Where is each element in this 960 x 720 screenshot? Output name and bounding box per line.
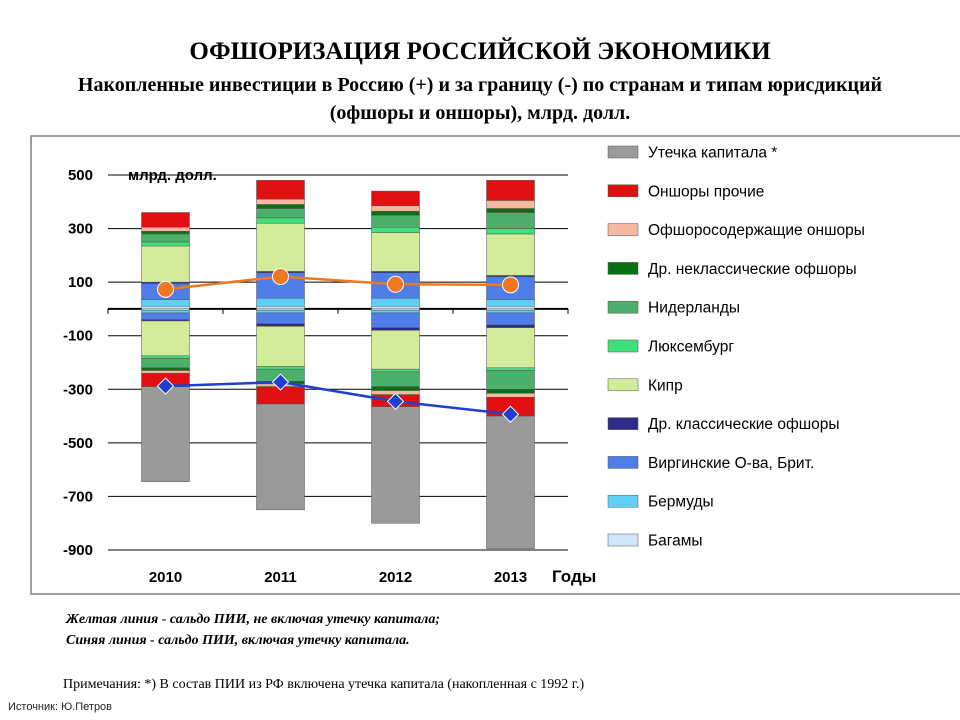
bar-нидерланды-2012-neg xyxy=(372,372,420,387)
notes xyxy=(66,609,440,651)
legend-swatch-утечка-капитала xyxy=(608,146,638,158)
legend-swatch-кипр xyxy=(608,379,638,391)
bar-оншоры-прочие-2011 xyxy=(257,180,305,199)
bar-бермуды-2012-neg xyxy=(372,310,420,313)
bar-виргинские-о-ва-брит-2010-neg xyxy=(142,313,190,320)
bar-офшоросодержащие-оншоры-2010-neg xyxy=(142,371,190,374)
bar-оншоры-прочие-2010 xyxy=(142,213,190,228)
legend-label-нидерланды: Нидерланды xyxy=(648,299,741,317)
bar-виргинские-о-ва-брит-2011-neg xyxy=(257,313,305,324)
bar-люксембург-2011-neg xyxy=(257,367,305,370)
unit-label: млрд. долл. xyxy=(128,167,217,184)
x-tick-label-2013: 2013 xyxy=(493,569,528,586)
bar-др-неклассические-офшоры-2012-neg xyxy=(372,387,420,391)
bar-люксембург-2012-neg xyxy=(372,369,420,372)
bar-оншоры-прочие-2012 xyxy=(372,191,420,206)
legend-swatch-др-неклассические-офшоры xyxy=(608,262,638,274)
bar-нидерланды-2010 xyxy=(142,234,190,242)
bar-кипр-2011 xyxy=(257,223,305,271)
bar-нидерланды-2013-neg xyxy=(487,371,535,390)
legend-label-др-классические-офшоры: Др. классические офшоры xyxy=(648,416,840,434)
x-tick-label-2010: 2010 xyxy=(148,569,183,586)
bar-офшоросодержащие-оншоры-2010 xyxy=(142,227,190,231)
bar-бермуды-2013 xyxy=(487,300,535,307)
chart-frame xyxy=(30,135,960,595)
legend-label-оншоры-прочие: Оншоры прочие xyxy=(648,183,765,201)
y-tick-label: -100 xyxy=(62,327,93,345)
x-axis-label: Годы xyxy=(552,567,597,586)
bar-люксембург-2010 xyxy=(142,242,190,246)
bar-багамы-2012 xyxy=(372,306,420,309)
legend-label-бермуды: Бермуды xyxy=(648,493,714,511)
point-желтая-линия-2013 xyxy=(503,277,519,293)
bar-др-неклассические-офшоры-2013-neg xyxy=(487,389,535,393)
legend-label-утечка-капитала: Утечка капитала * xyxy=(648,144,778,162)
bar-офшоросодержащие-оншоры-2013-neg xyxy=(487,393,535,397)
bar-люксембург-2013 xyxy=(487,229,535,234)
legend-swatch-нидерланды xyxy=(608,301,638,313)
bar-др-классические-офшоры-2011-neg xyxy=(257,324,305,327)
bar-багамы-2013 xyxy=(487,306,535,309)
bar-багамы-2010 xyxy=(142,306,190,309)
bar-др-классические-офшоры-2013-neg xyxy=(487,325,535,328)
bar-кипр-2013-neg xyxy=(487,328,535,368)
bar-офшоросодержащие-оншоры-2012 xyxy=(372,206,420,211)
legend-label-багамы: Багамы xyxy=(648,532,703,550)
bar-утечка-капитала-2010-neg xyxy=(142,387,190,482)
bar-кипр-2013 xyxy=(487,234,535,276)
x-tick-label-2012: 2012 xyxy=(378,569,413,586)
legend-swatch-бермуды xyxy=(608,495,638,507)
y-tick-label: -500 xyxy=(62,434,93,452)
note-blue-line: Синяя линия - сальдо ПИИ, включая утечку капитала. xyxy=(66,633,410,648)
note-yellow-line: Желтая линия - сальдо ПИИ, не включая утечку капитала; xyxy=(66,612,441,627)
bar-др-неклассические-офшоры-2013 xyxy=(487,208,535,212)
x-tick-label-2011: 2011 xyxy=(264,569,297,586)
legend-swatch-багамы xyxy=(608,534,638,546)
bar-багамы-2011 xyxy=(257,306,305,309)
bar-виргинские-о-ва-брит-2012-neg xyxy=(372,313,420,328)
bar-кипр-2010-neg xyxy=(142,321,190,356)
bar-бермуды-2011 xyxy=(257,298,305,306)
bar-люксембург-2011 xyxy=(257,218,305,223)
bar-оншоры-прочие-2013 xyxy=(487,180,535,200)
bar-др-неклассические-офшоры-2010-neg xyxy=(142,368,190,371)
legend-swatch-люксембург xyxy=(608,340,638,352)
bar-кипр-2011-neg xyxy=(257,326,305,366)
bar-кипр-2012-neg xyxy=(372,330,420,369)
legend-label-офшоросодержащие-оншоры: Офшоросодержащие оншоры xyxy=(648,222,865,240)
bar-утечка-капитала-2012-neg xyxy=(372,407,420,524)
legend-label-др-неклассические-офшоры: Др. неклассические офшоры xyxy=(648,260,857,278)
bar-офшоросодержащие-оншоры-2011 xyxy=(257,199,305,204)
legend-swatch-офшоросодержащие-оншоры xyxy=(608,224,638,236)
y-tick-label: -300 xyxy=(62,381,93,399)
bar-люксембург-2013-neg xyxy=(487,368,535,371)
y-tick-label: 100 xyxy=(67,274,93,292)
bar-люксембург-2012 xyxy=(372,227,420,232)
legend-label-кипр: Кипр xyxy=(648,377,683,395)
bar-др-классические-офшоры-2012-neg xyxy=(372,328,420,331)
footnote: Примечания: *) В состав ПИИ из РФ включена утечка капитала (накопленная с 1992 г.) xyxy=(63,677,585,692)
point-желтая-линия-2012 xyxy=(388,276,404,292)
y-tick-label: 500 xyxy=(67,167,93,184)
bar-утечка-капитала-2013-neg xyxy=(487,416,535,549)
bar-люксембург-2010-neg xyxy=(142,356,190,359)
bar-нидерланды-2010-neg xyxy=(142,358,190,367)
bar-др-неклассические-офшоры-2011 xyxy=(257,204,305,208)
legend-label-люксембург: Люксембург xyxy=(648,338,734,356)
point-желтая-линия-2011 xyxy=(273,269,289,285)
bar-нидерланды-2012 xyxy=(372,215,420,227)
bar-бермуды-2013-neg xyxy=(487,310,535,313)
bar-бермуды-2010 xyxy=(142,300,190,307)
bar-кипр-2012 xyxy=(372,233,420,272)
source: Источник: Ю.Петров xyxy=(8,701,113,713)
legend-swatch-др-классические-офшоры xyxy=(608,418,638,430)
legend-swatch-виргинские-о-ва-брит xyxy=(608,456,638,468)
bar-др-неклассические-офшоры-2012 xyxy=(372,211,420,215)
point-желтая-линия-2010 xyxy=(158,281,174,297)
legend-label-виргинские-о-ва-брит: Виргинские О-ва, Брит. xyxy=(648,454,815,472)
bar-нидерланды-2013 xyxy=(487,213,535,229)
bar-офшоросодержащие-оншоры-2013 xyxy=(487,200,535,208)
bar-бермуды-2011-neg xyxy=(257,310,305,313)
y-tick-label: 300 xyxy=(67,220,93,238)
bar-утечка-капитала-2011-neg xyxy=(257,404,305,510)
bar-виргинские-о-ва-брит-2013-neg xyxy=(487,313,535,325)
bar-кипр-2010 xyxy=(142,246,190,282)
legend-swatch-оншоры-прочие xyxy=(608,185,638,197)
page-subtitle: Накопленные инвестиции в Россию (+) и за границу (-) по странам и типам юрисдикций (офшоры и оншоры), млрд. долл. xyxy=(77,74,883,124)
bar-др-неклассические-офшоры-2010 xyxy=(142,231,190,234)
bar-бермуды-2012 xyxy=(372,298,420,306)
y-tick-label: -900 xyxy=(62,542,93,559)
bar-бермуды-2010-neg xyxy=(142,310,190,313)
page-title: ОФШОРИЗАЦИЯ РОССИЙСКОЙ ЭКОНОМИКИ xyxy=(189,38,771,65)
y-tick-label: -700 xyxy=(62,488,93,506)
bar-нидерланды-2011 xyxy=(257,208,305,217)
